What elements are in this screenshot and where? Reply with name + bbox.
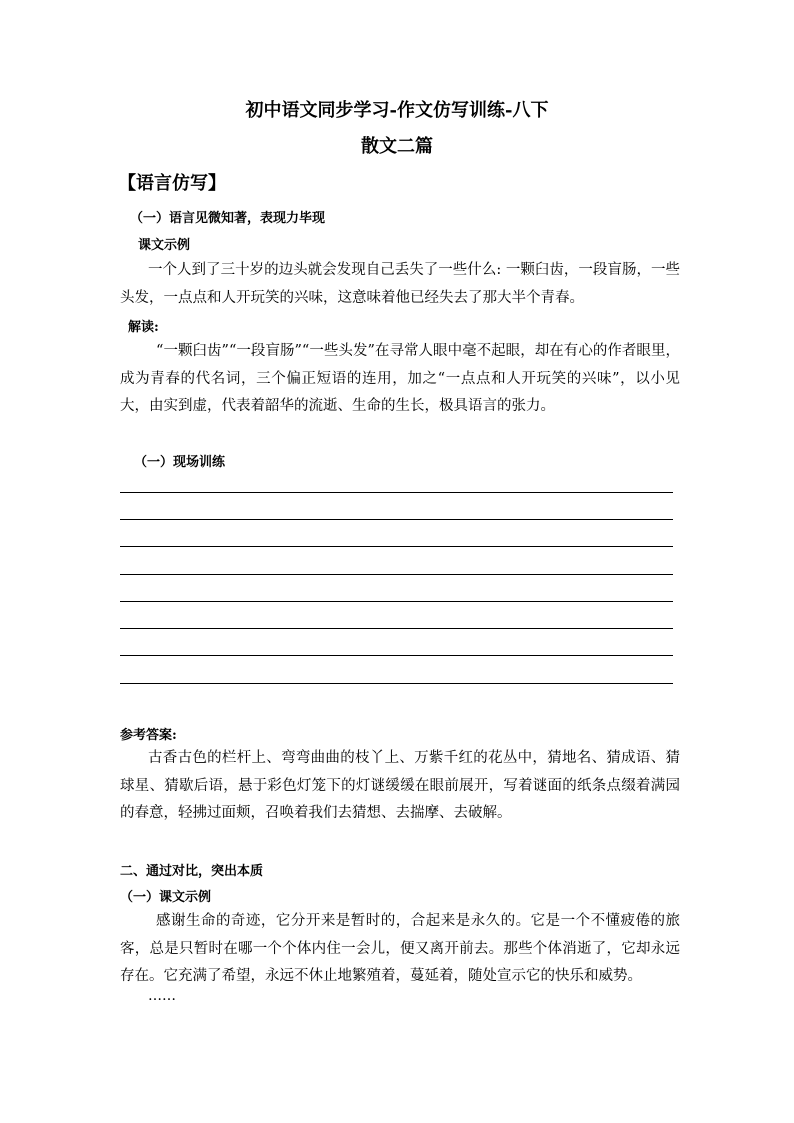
analysis-paragraph: “一颗臼齿”“一段盲肠”“一些头发”在寻常人眼中毫不起眼，却在有心的作者眼里，成为青春的代名词，三个偏正短语的连用，加之“一点点和人开玩笑的兴味”，以小见大，由实到虚，代表着韶华的流逝、生命的生长，极具语言的张力。 (120, 343, 680, 414)
ellipsis: …… (148, 988, 176, 1004)
answer-line[interactable] (120, 601, 673, 602)
reference-answer-label: 参考答案: (120, 728, 177, 743)
example-label: 课文示例 (138, 238, 191, 253)
example-paragraph: 一个人到了三十岁的边头就会发现自己丢失了一些什么: 一颗臼齿，一段盲肠，一些头发，一点点和人开玩笑的兴味，这意味着他已经失去了那大半个青春。 (120, 262, 680, 306)
practice-label: （一）现场训练 (134, 455, 226, 470)
reference-answer-paragraph: 古香古色的栏杆上、弯弯曲曲的枝丫上、万紫千红的花丛中，猜地名、猜成语、猜球星、猜歇后语，悬于彩色灯笼下的灯谜缓缓在眼前展开，写着谜面的纸条点缀着满园的春意，轻拂过面颊，召唤着我们去猜想、去揣摩、去破解。 (120, 750, 680, 821)
subsection-heading-example: （一）课文示例 (120, 890, 212, 905)
subsection-heading: （一）语言见微知著，表现力毕现 (130, 211, 326, 226)
section-heading-language-imitation: 【语言仿写】 (118, 173, 226, 194)
answer-line[interactable] (120, 628, 673, 629)
analysis-label: 解读: (128, 320, 159, 335)
answer-line[interactable] (120, 574, 673, 575)
answer-line[interactable] (120, 519, 673, 520)
answer-line[interactable] (120, 655, 673, 656)
document-subtitle: 散文二篇 (361, 136, 433, 157)
answer-line[interactable] (120, 546, 673, 547)
contrast-example-paragraph: 感谢生命的奇迹，它分开来是暂时的，合起来是永久的。它是一个不懂疲倦的旅客，总是只暂时在哪一个个体内住一会儿，便又离开前去。那些个体消逝了，它却永远存在。它充满了希望，永远不休止地繁殖着，蔓延着，随处宣示它的快乐和威势。 (120, 913, 680, 984)
answer-line[interactable] (120, 492, 673, 493)
section-heading-contrast: 二、通过对比，突出本质 (120, 864, 264, 879)
answer-line[interactable] (120, 683, 673, 684)
document-title: 初中语文同步学习-作文仿写训练-八下 (245, 100, 549, 121)
